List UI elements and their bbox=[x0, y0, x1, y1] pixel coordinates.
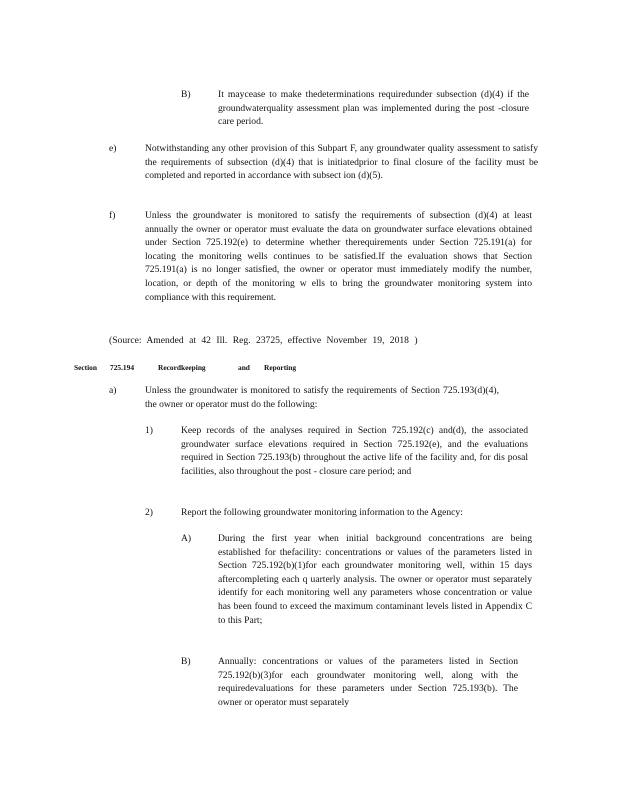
item-text: Report the following groundwater monitoring information to the Agency: bbox=[181, 507, 463, 518]
item-label: A) bbox=[181, 533, 192, 544]
section-title-and: and bbox=[238, 363, 250, 372]
source-note: (Source: Amended at 42 Ill. Reg. 23725, effective November 19, 2018 ) bbox=[109, 335, 418, 346]
item-label: B) bbox=[181, 89, 191, 100]
section-word: Section bbox=[74, 363, 97, 372]
item-text: It maycease to make thedeterminations requiredunder subsection (d)(4) if the groundwaterquality assessment plan was implemented during the post -closure care period. bbox=[218, 89, 529, 128]
item-label: 2) bbox=[145, 507, 153, 518]
item-label: B) bbox=[181, 656, 191, 667]
section-title-part1: Recordkeeping bbox=[158, 363, 206, 372]
item-text: Keep records of the analyses required in Section 725.192(c) and(d), the associated groundwater surface elevations required in Section 725.192(e), and the evaluations required in Section 725.193(b) throughout the active life of the facility and, for dis posal facilities, also throughout the post - closure care period; and bbox=[181, 425, 528, 477]
item-text: Annually: concentrations or values of the parameters listed in Section 725.192(b)(3)for each groundwater monitoring well, along with the requiredevaluations for these parameters under Section 725.193(b). The owner or operator must separately bbox=[218, 656, 518, 708]
item-text: Unless the groundwater is monitored to satisfy the requirements of subsection (d)(4) at least annually the owner or operator must evaluate the data on groundwater surface elevations obtained under Section 725.192(e) to determine whether therequirements under Section 725.191(a) for locating the monitoring wells continues to be satisfied.If the evaluation shows that Section 725.191(a) is no longer satisfied, the owner or operator must immediately modify the number, location, or depth of the monitoring w ells to bring the groundwater monitoring system into compliance with this requirement. bbox=[145, 210, 532, 303]
item-label: e) bbox=[109, 143, 117, 154]
item-label: 1) bbox=[145, 425, 153, 436]
section-title-part2: Reporting bbox=[264, 363, 297, 372]
item-text: During the first year when initial background concentrations are being established for thefacility: concentrations or values of the parameters listed in Section 725.192(b)(1)for each groundwater monitoring well, within 15 days aftercompleting each q uarterly analysis. The owner or operator must separately identify for each monitoring well any parameters whose concentration or value has been found to exceed the maximum contaminant levels listed in Appendix C to this Part; bbox=[218, 533, 532, 626]
item-text: Notwithstanding any other provision of this Subpart F, any groundwater quality assessment to satisfy the requirements of subsection (d)(4) that is initiatedprior to final closure of the facility must be completed and reported in accordance with subsect ion (d)(5). bbox=[145, 143, 538, 182]
section-heading bbox=[0, 361, 618, 375]
item-text: Unless the groundwater is monitored to satisfy the requirements of Section 725.193(d)(4), the owner or operator must do the following: bbox=[145, 385, 499, 410]
item-label: a) bbox=[109, 385, 117, 396]
item-label: f) bbox=[109, 210, 116, 221]
section-number: 725.194 bbox=[110, 363, 135, 372]
